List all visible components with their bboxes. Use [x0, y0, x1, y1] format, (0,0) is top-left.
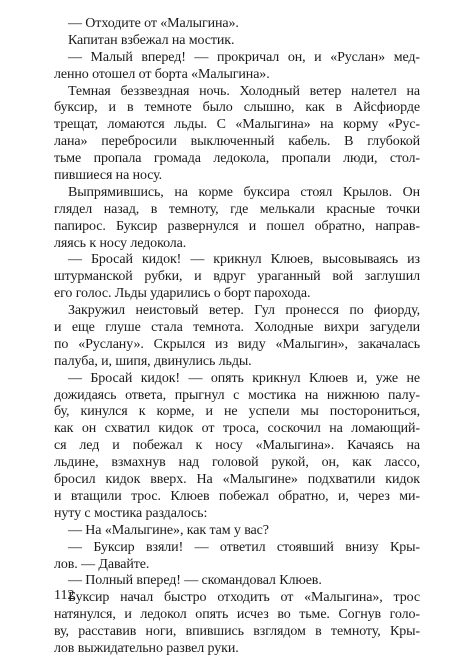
text-line: — На «Малыгине», как там у вас?	[68, 522, 269, 538]
text-line: папирос. Буксир развернулся и пошел обратно, направ-	[54, 218, 420, 234]
text-line: ленно отошел от борта «Малыгина».	[54, 66, 270, 82]
book-page-text	[54, 16, 420, 658]
text-line: пившиеся на носу.	[54, 168, 163, 184]
text-line: Темная беззвездная ночь. Холодный ветер налетел на	[68, 83, 420, 99]
text-line: — Бросай кидок! — опять крикнул Клюев и, уже не	[68, 370, 420, 386]
text-line: глядел назад, в темноту, где мелькали красные точки	[54, 201, 420, 217]
text-line: тьме пропала громада ледокола, пропали люди, стол-	[54, 151, 420, 167]
text-line: его голос. Льды ударились о борт парохода.	[54, 286, 311, 302]
page-number: 112	[54, 588, 75, 603]
text-line: нуту с мостика раздалось:	[54, 505, 208, 521]
text-line: — Отходите от «Малыгина».	[68, 16, 239, 31]
text-line: Выпрямившись, на корме буксира стоял Крылов. Он	[68, 184, 420, 200]
text-line: — Полный вперед! — скомандовал Клюев.	[68, 573, 322, 589]
text-line: — Малый вперед! — прокричал он, и «Руслан» мед-	[68, 49, 420, 65]
text-line: ву, расставив ноги, впившись взглядом в темноту, Кры-	[54, 624, 420, 640]
text-line: дожидаясь ответа, прыгнул с мостика на нижнюю палу-	[54, 387, 420, 403]
text-line: буксир, и в темноте было слышно, как в Айсфиорде	[54, 100, 420, 116]
text-line: штурманской рубки, и вдруг ураганный вой заглушил	[54, 269, 420, 285]
text-line: льдине, взмахнув над головой рукой, он, как лассо,	[54, 455, 420, 471]
text-line: лов. — Давайте.	[54, 556, 150, 572]
text-line: натянулся, и ледокол опять исчез во тьме. Согнув голо-	[54, 607, 420, 623]
text-line: и втащили трос. Клюев побежал обратно, и, через ми-	[54, 488, 420, 504]
text-line: бросил кидок вверх. На «Малыгине» подхватили кидок	[54, 472, 420, 488]
text-line: ся лед и побежал к носу «Малыгина». Качаясь на	[54, 438, 420, 454]
text-line: лана» перебросили выключенный кабель. В глубокой	[54, 134, 420, 150]
text-line: лов выжидательно развел руки.	[54, 640, 239, 656]
text-line: Буксир начал быстро отходить от «Малыгина», трос	[68, 590, 420, 606]
text-line: — Буксир взяли! — ответил стоявший внизу Кры-	[68, 539, 420, 555]
text-line: — Бросай кидок! — крикнул Клюев, высовываясь из	[68, 252, 420, 268]
text-line: ляясь к носу ледокола.	[54, 235, 187, 251]
text-line: трещат, ломаются льды. С «Малыгина» на корму «Рус-	[54, 117, 420, 133]
text-line: Закружил неистовый ветер. Гул пронесся по фиорду,	[68, 303, 420, 319]
text-line: Капитан взбежал на мостик.	[68, 32, 235, 48]
text-line: по «Руслану». Скрылся из виду «Малыгин», закачалась	[54, 336, 420, 352]
text-line: и еще глуше стала темнота. Холодные вихри загудели	[54, 320, 420, 336]
text-line: палуба, и, шипя, двинулись льды.	[54, 353, 252, 369]
text-line: бу, кинулся к корме, и не успели мы посторониться,	[54, 404, 420, 420]
text-line: как он схватил кидок от троса, соскочил на ломающий-	[54, 421, 420, 437]
